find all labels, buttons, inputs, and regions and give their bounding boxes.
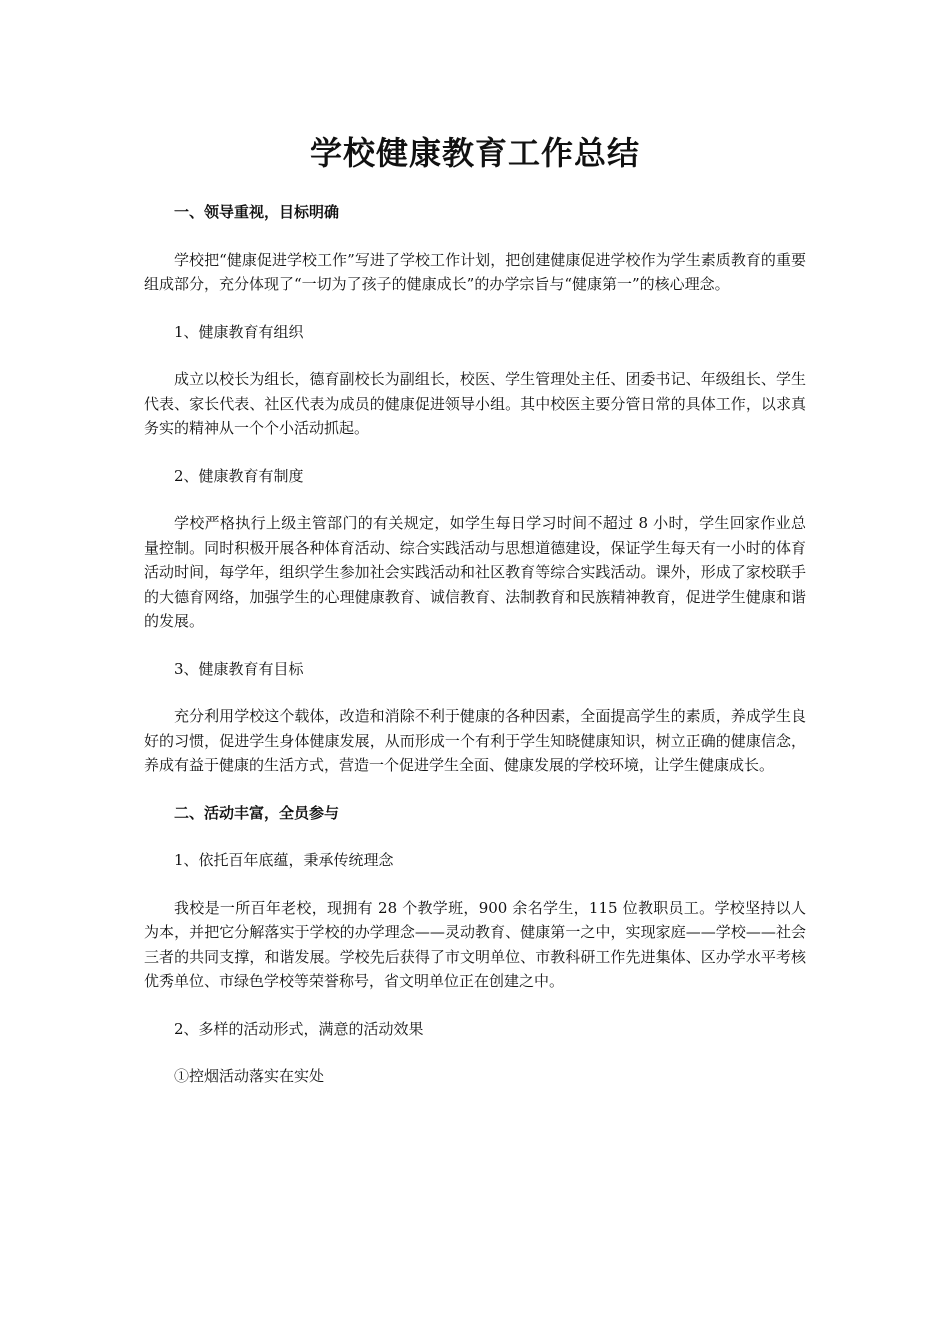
paragraph: 充分利用学校这个载体，改造和消除不利于健康的各种因素，全面提高学生的素质，养成学生良好的习惯，促进学生身体健康发展，从而形成一个有利于学生知晓健康知识，树立正确的健康信念，养成有益于健康的生活方式，营造一个促进学生全面、健康发展的学校环境，让学生健康成长。 xyxy=(144,707,806,774)
subsection-heading: 2、多样的活动形式，满意的活动效果 xyxy=(174,1019,424,1038)
section-heading-2: 二、活动丰富，全员参与 xyxy=(174,803,340,822)
subsection-heading: 2、健康教育有制度 xyxy=(174,466,304,485)
document-title: 学校健康教育工作总结 xyxy=(309,134,640,172)
section-heading-1: 一、领导重视，目标明确 xyxy=(174,203,340,221)
paragraph: 学校把“健康促进学校工作”写进了学校工作计划，把创建健康促进学校作为学生素质教育的重要组成部分，充分体现了“一切为了孩子的健康成长”的办学宗旨与“健康第一”的核心理念。 xyxy=(144,250,806,293)
subsection-heading: 1、依托百年底蕴，秉承传统理念 xyxy=(174,851,394,869)
paragraph: 学校严格执行上级主管部门的有关规定，如学生每日学习时间不超过 8 小时，学生回家作业总量控制。同时积极开展各种体育活动、综合实践活动与思想道德建设，保证学生每天有一小时的体育活动时间，每学年，组织学生参加社会实践活动和社区教育等综合实践活动。课外，形成了家校联手的大德育网络，加强学生的心理健康教育、诚信教育、法制教育和民族精神教育，促进学生健康和谐的发展。 xyxy=(144,514,806,630)
paragraph: 我校是一所百年老校，现拥有 28 个教学班，900 余名学生，115 位教职员工。学校坚持以人为本，并把它分解落实于学校的办学理念——灵动教育、健康第一之中，实现家庭——学校——社会三者的共同支撑，和谐发展。学校先后获得了市文明单位、市教科研工作先进集体、区办学水平考核优秀单位、市绿色学校等荣誉称号，省文明单位正在创建之中。 xyxy=(144,898,806,990)
subsection-heading: 1、健康教育有组织 xyxy=(174,322,304,341)
subsection-heading: ①控烟活动落实在实处 xyxy=(174,1067,325,1085)
document-body xyxy=(144,200,806,1089)
subsection-heading: 3、健康教育有目标 xyxy=(174,659,304,678)
paragraph: 成立以校长为组长，德育副校长为副组长，校医、学生管理处主任、团委书记、年级组长、学生代表、家长代表、社区代表为成员的健康促进领导小组。其中校医主要分管日常的具体工作，以求真务实的精神从一个个小活动抓起。 xyxy=(144,370,806,437)
